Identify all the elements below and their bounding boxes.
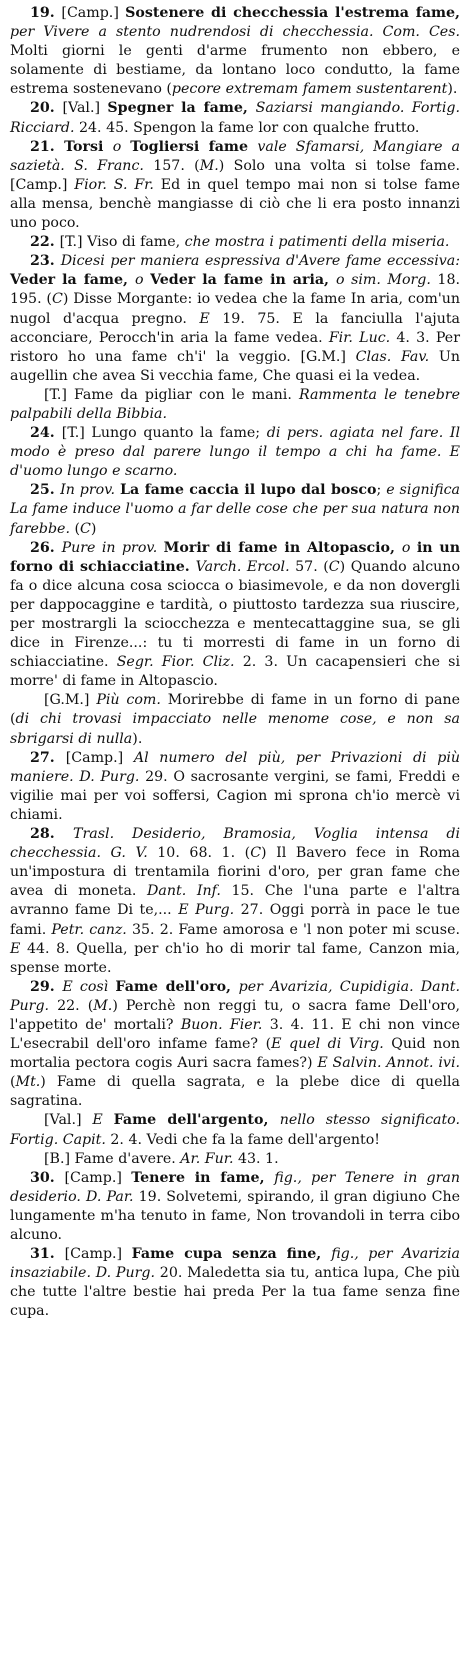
entry-text: 24. 45. Spengon la fame lor con qualche frutto. (74, 119, 420, 136)
entry-heading-text: 29. (30, 978, 63, 995)
dictionary-entry (10, 1169, 460, 1245)
entry-italic-text: E Purg. (178, 902, 235, 919)
entry-italic-text: C (80, 520, 91, 537)
entry-italic-text: fig., per Avarizia insaziabile. D. Purg. (10, 1246, 460, 1282)
entry-italic-text: e significa La fame induce l'uomo a far delle cose che per sua natura non farebbe. (10, 482, 460, 537)
entry-text: ) Solo una volta si tolse fame. [Camp.] (10, 157, 460, 193)
dictionary-entry (10, 233, 460, 252)
entry-italic-text: Pure in prov. (61, 539, 164, 556)
entry-text: [G.M.] (44, 692, 97, 709)
entry-text: 2. 3. Un cacapensieri che si morre' di fame in Altopascio. (10, 654, 460, 690)
entry-italic-text: o sim. Morg. (335, 272, 431, 289)
entry-text: [T.] Fame da pigliar con le mani. (44, 386, 299, 403)
entry-text: [Camp.] (61, 5, 126, 21)
entry-italic-text: E Salvin. Annot. ivi. (317, 1055, 460, 1072)
entry-italic-text: fig., per Tenere in gran desiderio. D. Par. (10, 1169, 461, 1205)
entry-italic-text: Saziarsi mangiando. Fortig. Ricciard. (10, 100, 461, 136)
entry-text: Molti giorni le genti d'arme frumento non ebbero, e solamente di bestiame, da lontano loco condutto, la fame estrema sostenevano ( (10, 43, 460, 98)
entry-italic-text: o (134, 272, 151, 289)
entry-heading-text: 28. (30, 826, 74, 843)
entry-text: ; (376, 482, 387, 499)
entry-heading-text: 20. (30, 100, 63, 117)
entry-text: 57. ( (289, 558, 329, 575)
entry-heading-text: 26. (30, 539, 62, 556)
entry-italic-text: M. (199, 157, 219, 174)
dictionary-entry (10, 481, 460, 538)
entry-heading-text: 31. (30, 1246, 65, 1263)
entry-italic-text: E quel di Virg. (271, 1036, 384, 1053)
entry-text: 44. 8. Quella, per ch'io ho di morir tal fame, Canzon mia, spense morte. (10, 940, 460, 976)
entry-text: ) Quando alcuno fa o dice alcuna cosa sciocca o biasimevole, e da non dovergli per dappocaggine e tardità, o piuttosto tardezza sua riuscire, per mostrargli la sciocchezza e mentecattaggine sua, se gli dice in Firenze...: tu ti morresti di fame in un forno di schiacciatine. (10, 558, 460, 671)
entry-text: ) Il Bavero fece in Roma un'impostura di trentamila fiorini d'oro, per gran fame che avea di moneta. (10, 845, 460, 900)
entry-text: ). (447, 81, 458, 98)
entry-text: Morirebbe di fame in un forno di pane ( (10, 692, 460, 728)
entry-italic-text: Fir. Luc. (328, 329, 391, 346)
entry-italic-text: per Vivere a stento nudrendosi di checchessia. Com. Ces. (10, 24, 460, 41)
entry-text: 19. 75. E la fanciulla l'ajuta acconciare, Perocch'in aria la fame vedea. (10, 310, 460, 346)
entry-italic-text: Più com. (96, 692, 161, 709)
entry-heading-text: La fame caccia il lupo dal bosco (120, 482, 377, 499)
dictionary-entry (10, 424, 460, 481)
entry-heading-text: 30. (30, 1169, 65, 1186)
entry-text: [Val.] (44, 1112, 93, 1129)
entry-heading-text: Sostenere di checchessia l'estrema fame, (125, 5, 460, 21)
entry-italic-text: C (51, 291, 63, 308)
entry-text: 157. ( (143, 157, 200, 174)
entry-text: 20. Maledetta sia tu, antica lupa, Che più che tutte l'altre bestie hai preda Per la tua fame senza fine cupa. (10, 1265, 460, 1320)
entry-italic-text: nello stesso significato. Fortig. Capit. (10, 1112, 460, 1148)
dictionary-entry (10, 749, 460, 825)
entry-italic-text: vale Sfamarsi, Mangiare a sazietà. S. Franc. (10, 138, 460, 174)
entry-subsection (10, 1111, 460, 1149)
entry-heading-text: Spegner la fame, (107, 100, 256, 117)
entry-italic-text: Varch. Ercol. (195, 558, 290, 575)
entry-subsection (10, 1150, 460, 1169)
entry-text: ) Fame di quella sagrata, e la plebe dice di quella sagratina. (10, 1074, 460, 1110)
entry-subsection (10, 386, 460, 424)
entry-heading-text: Morir di fame in Altopascio, (163, 539, 402, 556)
entry-italic-text: E (92, 1112, 114, 1129)
entry-text: 29. O sacrosante vergini, se fami, Freddi e vigilie mai per voi soffersi, Cagion mi sprona ch'io mercè vi chiami. (10, 768, 460, 823)
dictionary-entry (10, 138, 460, 233)
entry-text: 27. Oggi porrà in pace le tue fami. (10, 902, 460, 938)
dictionary-entry (10, 978, 460, 1112)
entry-italic-text: che mostra i patimenti della miseria. (184, 234, 450, 251)
entry-heading-text: Fame dell'oro, (115, 978, 239, 995)
entry-text: [Val.] (62, 100, 108, 117)
entry-heading-text: Veder la fame in aria, (150, 272, 336, 289)
entry-text: ) Disse Morgante: io vedea che la fame In aria, com'un nugol d'acqua pregno. (10, 291, 460, 327)
entry-italic-text: di chi trovasi impacciato nelle menome cose, e non sa sbrigarsi di nulla (10, 711, 460, 747)
entry-italic-text: Dant. Inf. (147, 883, 221, 900)
entry-heading-text: 23. (30, 253, 61, 270)
entry-italic-text: E (199, 310, 210, 327)
entry-text: [T.] Lungo quanto la fame; (61, 425, 267, 442)
entry-heading-text: Fame dell'argento, (113, 1112, 280, 1129)
entry-text: Un augellin che avea Si vecchia fame, Che quasi ei la vedea. (10, 348, 460, 384)
entry-heading-text: 19. (30, 5, 62, 21)
entry-heading-text: in un forno di schiacciatine. (10, 539, 461, 575)
dictionary-entry (10, 252, 460, 386)
entry-text: ) (90, 520, 97, 537)
entry-text: 18. 195. ( (10, 272, 460, 308)
entry-heading-text: 22. (30, 234, 60, 251)
entry-italic-text: per Avarizia, Cupidigia. Dant. Purg. (10, 978, 460, 1014)
entry-heading-text: Tenere in fame, (131, 1169, 275, 1186)
entry-text: Ed in quel tempo mai non si tolse fame alla mensa, benchè mangiasse di ciò che li era posto innanzi uno poco. (10, 176, 460, 232)
entry-italic-text: Fior. S. Fr. (74, 176, 154, 193)
entry-italic-text: Mt. (15, 1074, 41, 1091)
entry-text: ( (69, 520, 81, 537)
entry-text: [Camp.] (64, 1246, 132, 1263)
entry-text: ). (132, 730, 143, 747)
entry-italic-text: E così (62, 978, 116, 995)
entry-italic-text: Petr. canz. (51, 921, 127, 938)
entry-italic-text: Ar. Fur. (180, 1150, 234, 1167)
entry-heading-text: 24. (30, 425, 62, 442)
entry-italic-text: Segr. Fior. Cliz. (116, 654, 235, 671)
entry-heading-text: Togliersi fame (130, 138, 258, 155)
entry-italic-text: In prov. (60, 482, 121, 499)
entry-text: 2. 4. Vedi che fa la fame dell'argento! (105, 1131, 380, 1148)
dictionary-entry (10, 4, 460, 99)
entry-text: [Camp.] (64, 1169, 132, 1186)
entry-italic-text: o (401, 539, 417, 556)
entry-text: 22. ( (49, 997, 94, 1014)
entry-italic-text: Dicesi per maniera espressiva d'Avere fame eccessiva: (60, 253, 460, 270)
entry-subsection (10, 691, 460, 748)
entry-heading-text: Veder la fame, (10, 272, 135, 289)
entry-heading-text: 25. (30, 482, 61, 499)
entry-text: ( (10, 1074, 16, 1091)
entry-text: 3. 4. 11. E chi non vince L'esecrabil dell'oro infame fame? ( (10, 1016, 460, 1053)
entry-italic-text: Clas. Fav. (355, 348, 430, 365)
entry-italic-text: di pers. agiata nel fare. Il modo è preso dal parere lungo il tempo a chi ha fame. E d'uomo lungo e scarno. (10, 425, 461, 480)
entry-heading-text: 21. (30, 138, 65, 155)
entry-italic-text: C (328, 558, 340, 575)
entry-italic-text: pecore extremam famem sustentarent (171, 81, 448, 98)
entry-heading-text: Torsi (64, 138, 113, 155)
entry-italic-text: E (10, 940, 21, 957)
entry-text: 4. 3. Per ristoro ho una fame ch'i' la veggio. [G.M.] (10, 329, 460, 365)
entry-italic-text: Al numero del più, per Privazioni di più maniere. D. Purg. (10, 749, 460, 785)
dictionary-entry (10, 99, 460, 137)
entry-text: [Camp.] (65, 749, 134, 766)
entry-italic-text: M. (93, 997, 113, 1014)
entry-text: 19. Solvetemi, spirando, il gran digiuno Che lungamente m'ha tenuto in fame, Non trovandoli in terra cibo alcuno. (10, 1188, 460, 1243)
entry-text: Quid non mortalia pectora cogis Auri sacra fames?) (10, 1036, 460, 1072)
entry-italic-text: C (250, 845, 262, 862)
entry-italic-text: o (112, 138, 131, 155)
entry-text: [T.] Viso di fame, (59, 234, 185, 251)
entry-heading-text: 27. (30, 749, 66, 766)
entry-text: 35. 2. Fame amorosa e 'l non poter mi scuse. (126, 921, 460, 938)
entry-italic-text: Trasl. Desiderio, Bramosia, Voglia intensa di checchessia. G. V. (10, 826, 460, 862)
dictionary-entry (10, 539, 460, 692)
entry-heading-text: Fame cupa senza fine, (131, 1246, 332, 1263)
entry-text: [B.] Fame d'avere. (44, 1150, 181, 1167)
dictionary-entry (10, 825, 460, 978)
entry-italic-text: Rammenta le tenebre palpabili della Bibbia. (10, 386, 460, 422)
dictionary-entry (10, 1245, 460, 1321)
entry-text: 15. Che l'una parte e l'altra avranno fame Di te,... (10, 883, 460, 919)
entry-text: 10. 68. 1. ( (147, 845, 251, 862)
entry-text: ) Perchè non reggi tu, o sacra fame Dell'oro, l'appetito de' mortali? (10, 997, 460, 1033)
entry-italic-text: Buon. Fier. (180, 1016, 263, 1033)
entry-text: 43. 1. (233, 1150, 279, 1167)
